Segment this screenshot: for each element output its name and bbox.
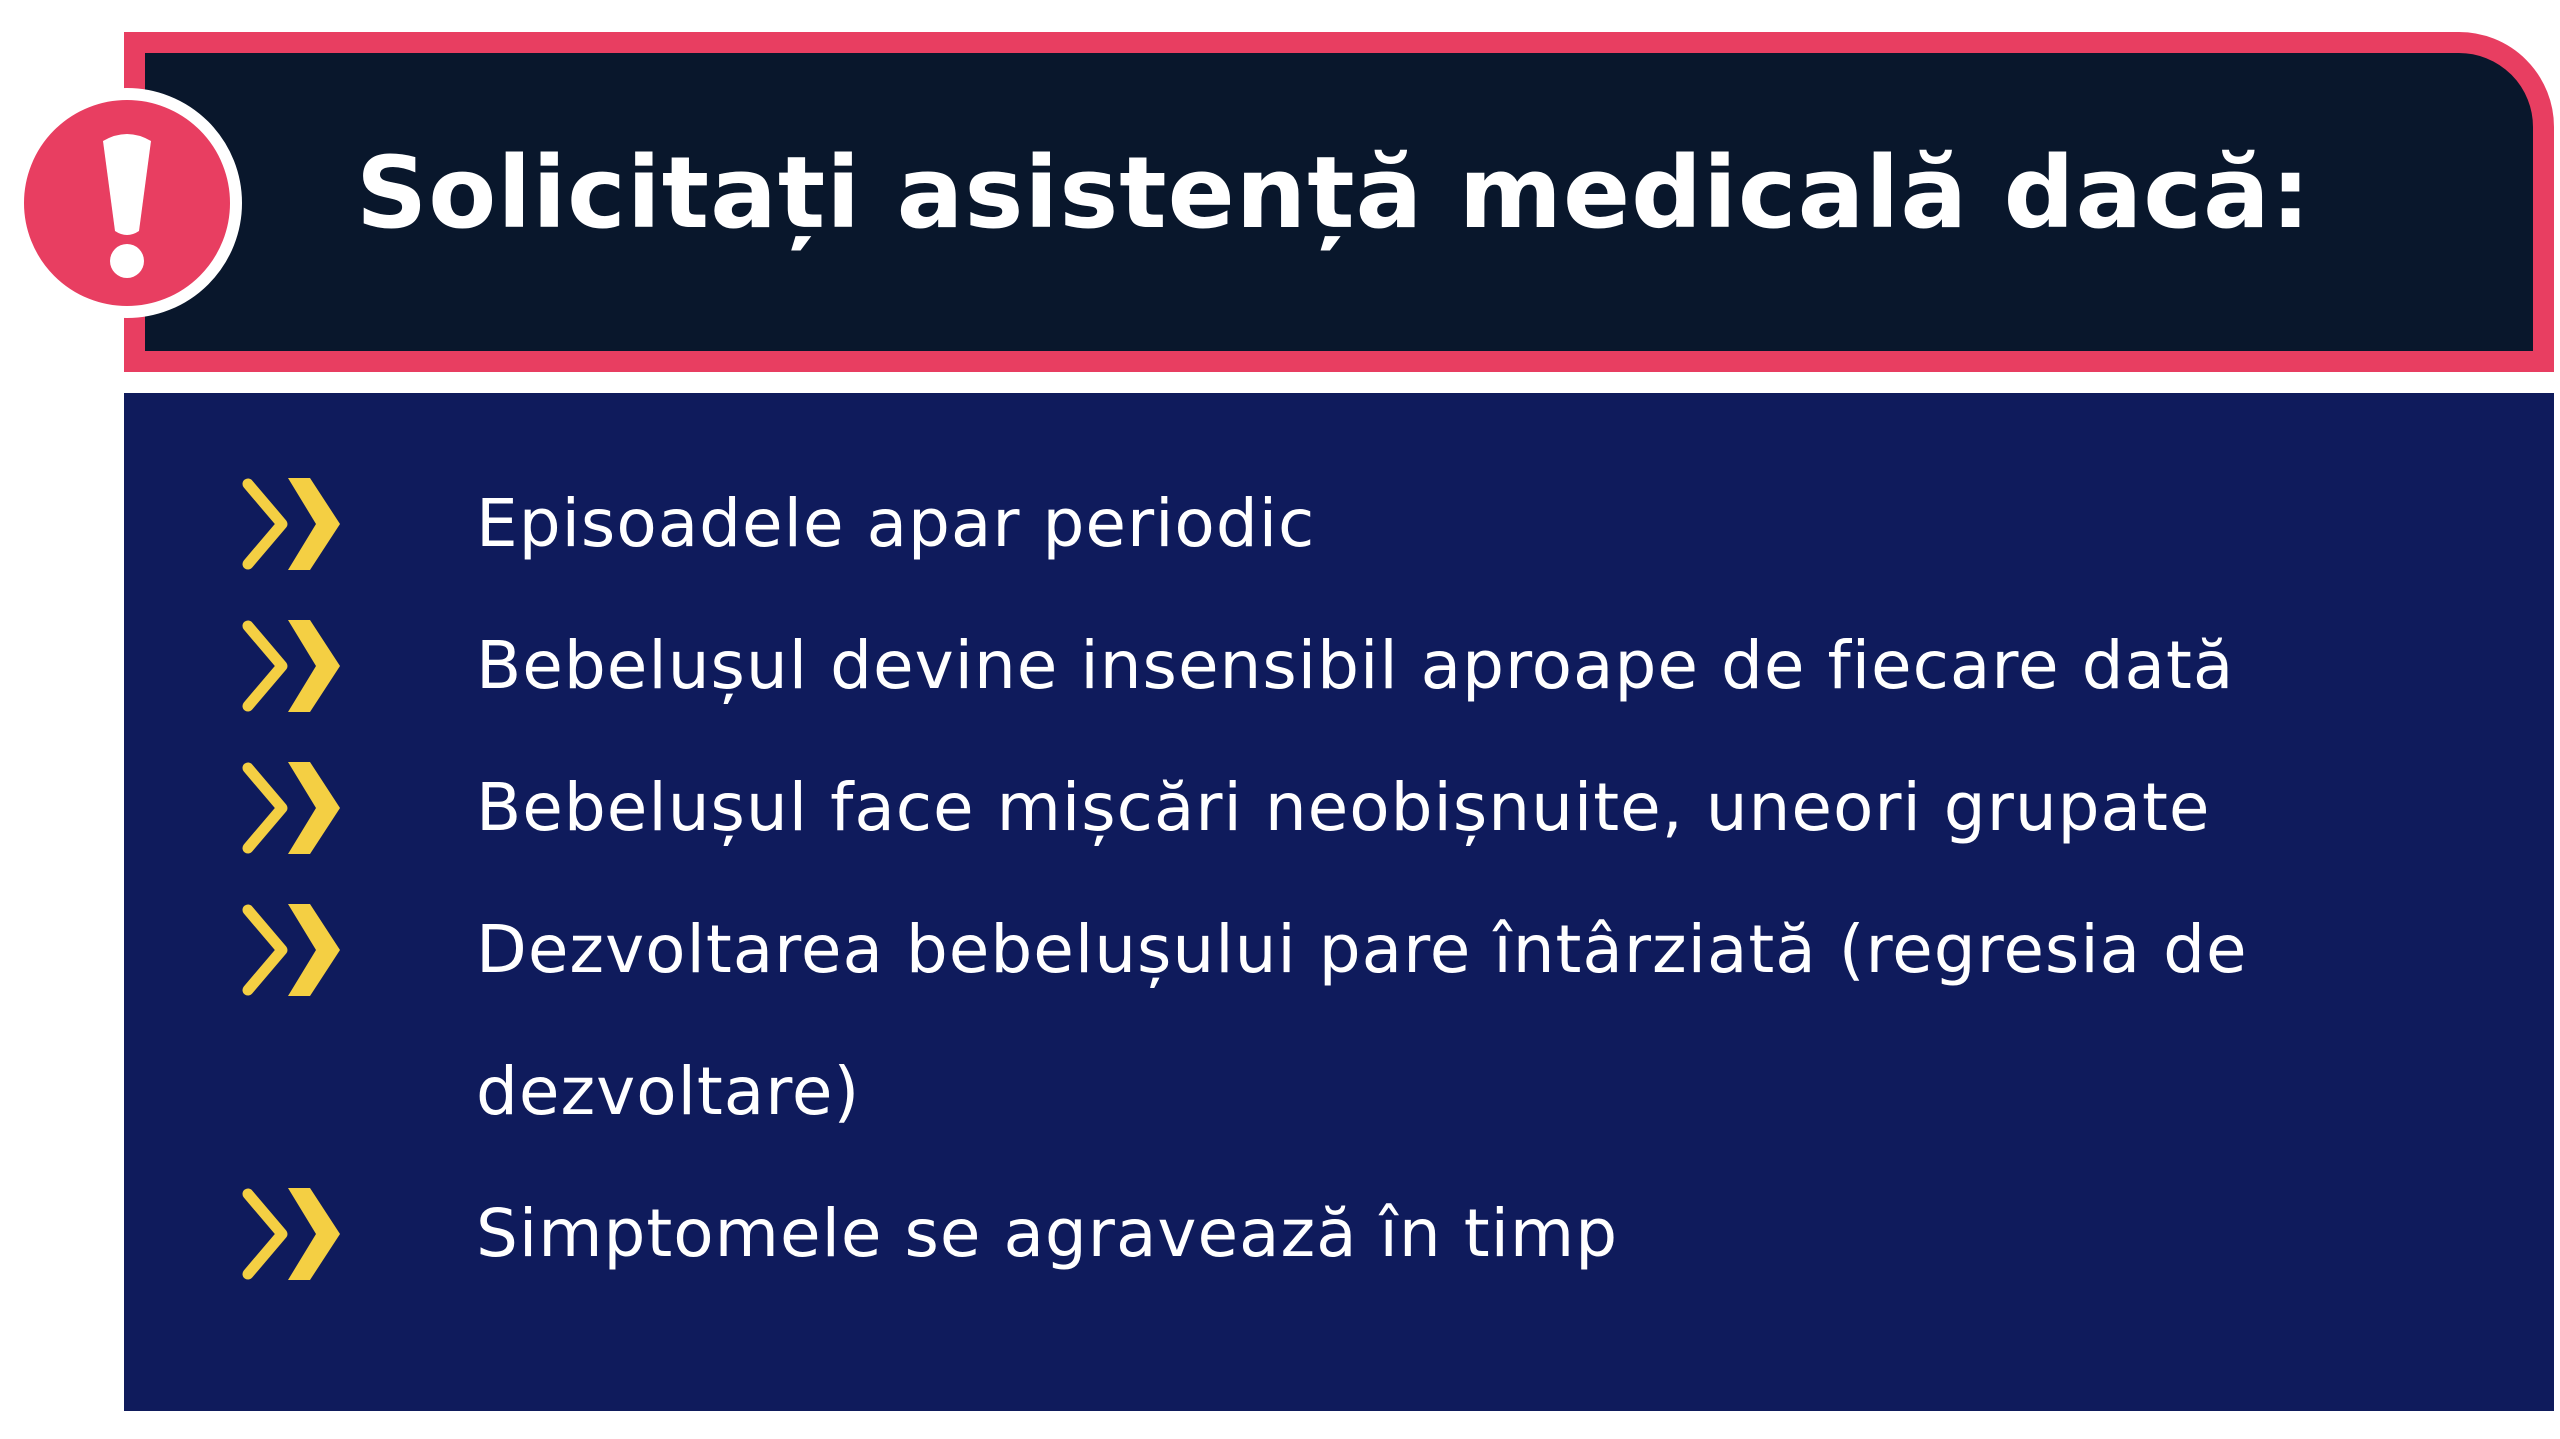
double-chevron-right-icon	[240, 758, 340, 858]
list-item-text: Episoadele apar periodic	[476, 485, 1316, 562]
header-title: Solicitați asistență medicală dacă:	[356, 135, 2312, 251]
list-item-text: Simptomele se agravează în timp	[476, 1195, 1619, 1272]
symptoms-panel	[124, 393, 2554, 1411]
exclamation-icon	[12, 88, 242, 318]
double-chevron-right-icon	[240, 616, 340, 716]
double-chevron-right-icon	[240, 1184, 340, 1284]
list-item-text: Dezvoltarea bebelușului pare întârziată (regresia de dezvoltare)	[476, 911, 2248, 1130]
list-item-text: Bebelușul devine insensibil aproape de fiecare dată	[476, 627, 2235, 704]
double-chevron-right-icon	[240, 900, 340, 1000]
header-banner	[124, 32, 2554, 372]
double-chevron-right-icon	[240, 474, 340, 574]
list-item-text: Bebelușul face mișcări neobișnuite, uneori grupate	[476, 769, 2211, 846]
